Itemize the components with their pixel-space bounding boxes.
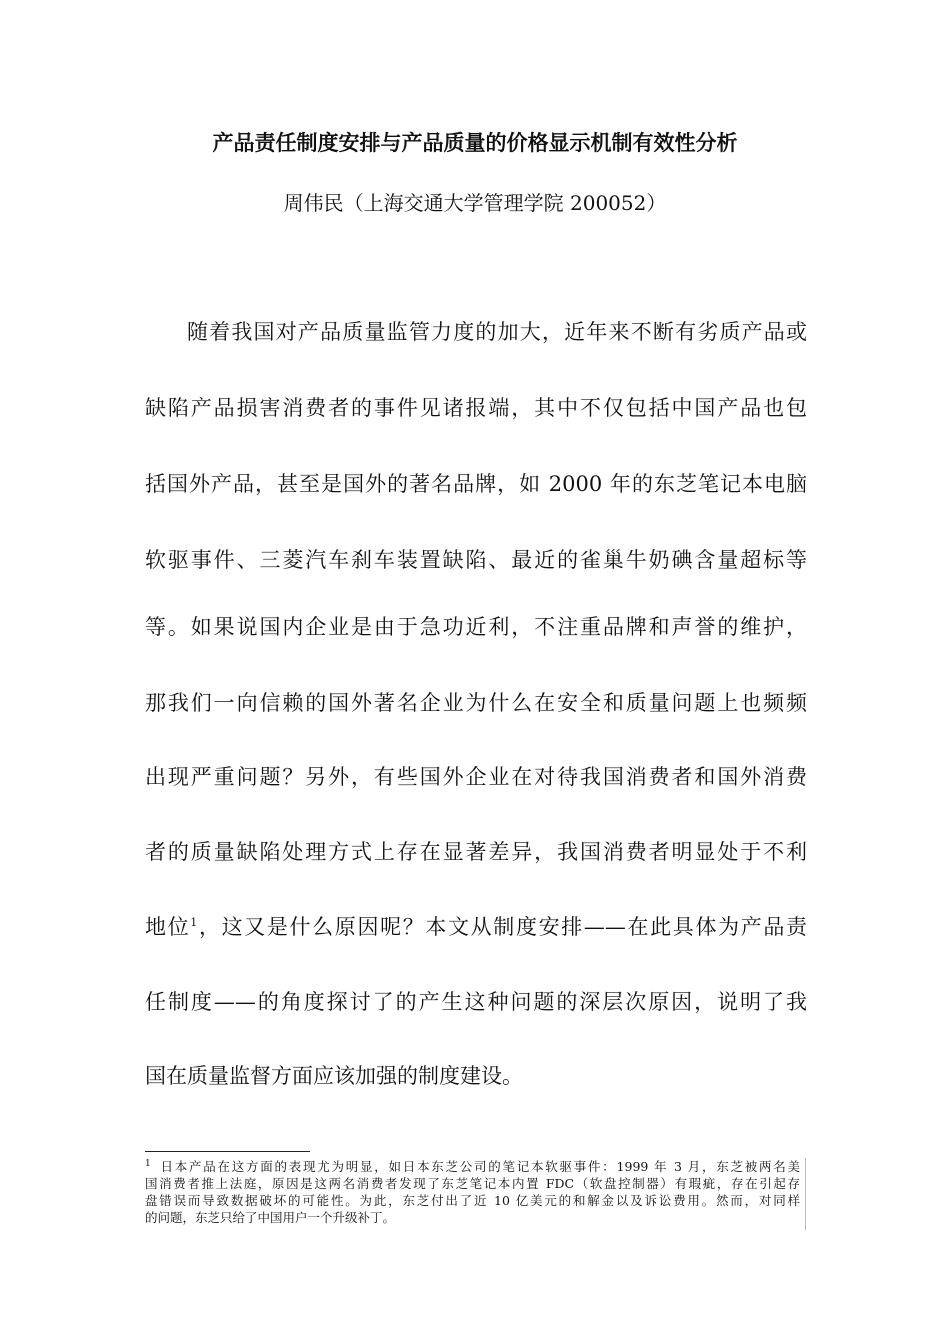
body-line: 出现严重问题？另外，有些国外企业在对待我国消费者和国外消费 [145,765,807,789]
body-line: 者的质量缺陷处理方式上存在显著差异，我国消费者明显处于不利 [145,840,807,864]
footnote-marker: 1 [145,1158,151,1169]
body-line: 任制度——的角度探讨了的产生这种问题的深层次原因，说明了我 [145,990,807,1014]
footnote-line: 的问题，东芝只给了中国用户一个升级补丁。 [145,1210,396,1225]
footnote-reference[interactable]: 1 [190,916,198,929]
footnote-divider [145,1151,310,1152]
body-line: 国在质量监督方面应该加强的制度建设。 [145,1064,523,1088]
footnote-text: 日本产品在这方面的表现尤为明显，如日本东芝公司的笔记本软驱事件：1999 年 3 月，东芝被两名美 [158,1159,800,1174]
body-line-with-footnote [145,912,807,942]
body-line-rest: ，这又是什么原因呢？本文从制度安排——在此具体为产品责 [197,915,808,939]
paper-title: 产品责任制度安排与产品质量的价格显示机制有效性分析 [212,130,738,155]
body-line: 等。如果说国内企业是由于急功近利，不注重品牌和声誉的维护， [145,615,807,639]
body-line: 那我们一向信赖的国外著名企业为什么在安全和质量问题上也频频 [145,691,807,715]
footnote-line [145,1158,800,1175]
footnote-line: 盘错误而导致数据破坏的可能性。为此，东芝付出了近 10 亿美元的和解金以及诉讼费用。然而，对同样 [145,1193,800,1208]
body-line: 随着我国对产品质量监管力度的加大，近年来不断有劣质产品或 [187,320,807,344]
footnote-line: 国消费者推上法庭，原因是这两名消费者发现了东芝笔记本内置 FDC（软盘控制器）有瑕疵，存在引起存 [145,1176,800,1191]
author-affiliation: 周伟民（上海交通大学管理学院 200052） [283,191,667,215]
body-line-prefix: 地位 [145,915,191,939]
footnote [145,1158,806,1230]
body-line: 括国外产品，甚至是国外的著名品牌，如 2000 年的东芝笔记本电脑 [145,472,807,496]
body-line: 软驱事件、三菱汽车刹车装置缺陷、最近的雀巢牛奶碘含量超标等 [145,548,807,572]
body-line: 缺陷产品损害消费者的事件见诸报端，其中不仅包括中国产品也包 [145,396,807,420]
